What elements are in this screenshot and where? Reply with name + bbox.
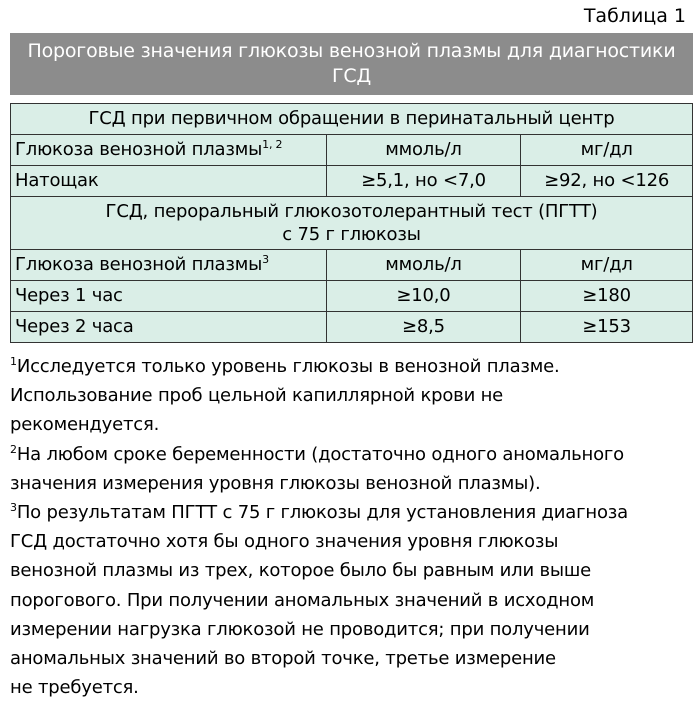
header-label-text: Глюкоза венозной плазмы: [15, 254, 263, 275]
row-label: Через 1 час: [11, 281, 327, 312]
header-label-text: Глюкоза венозной плазмы: [15, 139, 263, 160]
footnote-1: [10, 352, 696, 440]
footnote-line: значения измерения уровня глюкозы венозной плазмы).: [10, 472, 541, 494]
section-2-heading-line-2: с 75 г глюкозы: [282, 224, 421, 245]
value-mmol: ≥5,1, но <7,0: [326, 166, 521, 197]
footnote-3: [10, 498, 696, 702]
section-1-header-row: [11, 135, 693, 166]
footnote-number: 1: [10, 355, 17, 368]
table-title: [10, 33, 693, 95]
footnote-line: Использование проб цельной капиллярной крови не: [10, 385, 504, 407]
table-label: Таблица 1: [583, 5, 686, 27]
value-mgdl: ≥180: [521, 281, 693, 312]
footnote-line: не требуется.: [10, 677, 139, 699]
table-row: [11, 312, 693, 343]
section-1-heading: ГСД при первичном обращении в перинатальный центр: [11, 104, 693, 135]
section-2-header-unit-mgdl: мг/дл: [521, 250, 693, 281]
footnote-number: 2: [10, 442, 17, 456]
table-title-line-1: Пороговые значения глюкозы венозной плазмы для диагностики: [27, 40, 676, 62]
footnote-2: [10, 440, 696, 498]
section-2-heading: [11, 197, 693, 250]
section-2-header-label: [11, 250, 327, 281]
footnote-line: ГСД достаточно хотя бы одного значения уровня глюкозы: [10, 531, 559, 553]
section-2-header-unit-mmol: ммоль/л: [326, 250, 521, 281]
footnote-line: венозной плазмы из трех, которое было бы равным или выше: [10, 560, 592, 582]
table-row: [11, 281, 693, 312]
section-2-header-row: [11, 250, 693, 281]
value-mmol: ≥10,0: [326, 281, 521, 312]
footnote-line: Исследуется только уровень глюкозы в венозной плазме.: [16, 356, 560, 377]
glucose-threshold-table: [10, 103, 693, 343]
section-1-header-unit-mgdl: мг/дл: [521, 135, 693, 166]
value-mmol: ≥8,5: [326, 312, 521, 343]
section-2-heading-line-1: ГСД, пероральный глюкозотолерантный тест (ПГТТ): [105, 201, 598, 222]
row-label: Через 2 часа: [11, 312, 327, 343]
section-1-heading-row: [11, 104, 693, 135]
value-mgdl: ≥153: [521, 312, 693, 343]
footnote-line: измерении нагрузка глюкозой не проводится; при получении: [10, 618, 590, 640]
value-mgdl: ≥92, но <126: [521, 166, 693, 197]
footnote-ref: 3: [262, 253, 269, 266]
footnote-line: На любом сроке беременности (достаточно одного аномального: [16, 443, 624, 465]
table-title-line-2: ГСД: [331, 65, 372, 87]
footnotes: [10, 352, 696, 702]
row-label: Натощак: [11, 166, 327, 197]
footnote-line: По результатам ПГТТ с 75 г глюкозы для установления диагноза: [16, 502, 628, 524]
table-row: [11, 166, 693, 197]
footnote-number: 3: [10, 501, 17, 515]
footnote-line: аномальных значений во второй точке, третье измерение: [10, 648, 556, 670]
footnote-line: порогового. При получении аномальных значений в исходном: [10, 589, 595, 611]
footnote-ref: 1, 2: [262, 138, 283, 151]
section-1-header-label: [11, 135, 327, 166]
footnote-line: рекомендуется.: [10, 414, 160, 436]
section-2-heading-row: [11, 197, 693, 250]
section-1-header-unit-mmol: ммоль/л: [326, 135, 521, 166]
